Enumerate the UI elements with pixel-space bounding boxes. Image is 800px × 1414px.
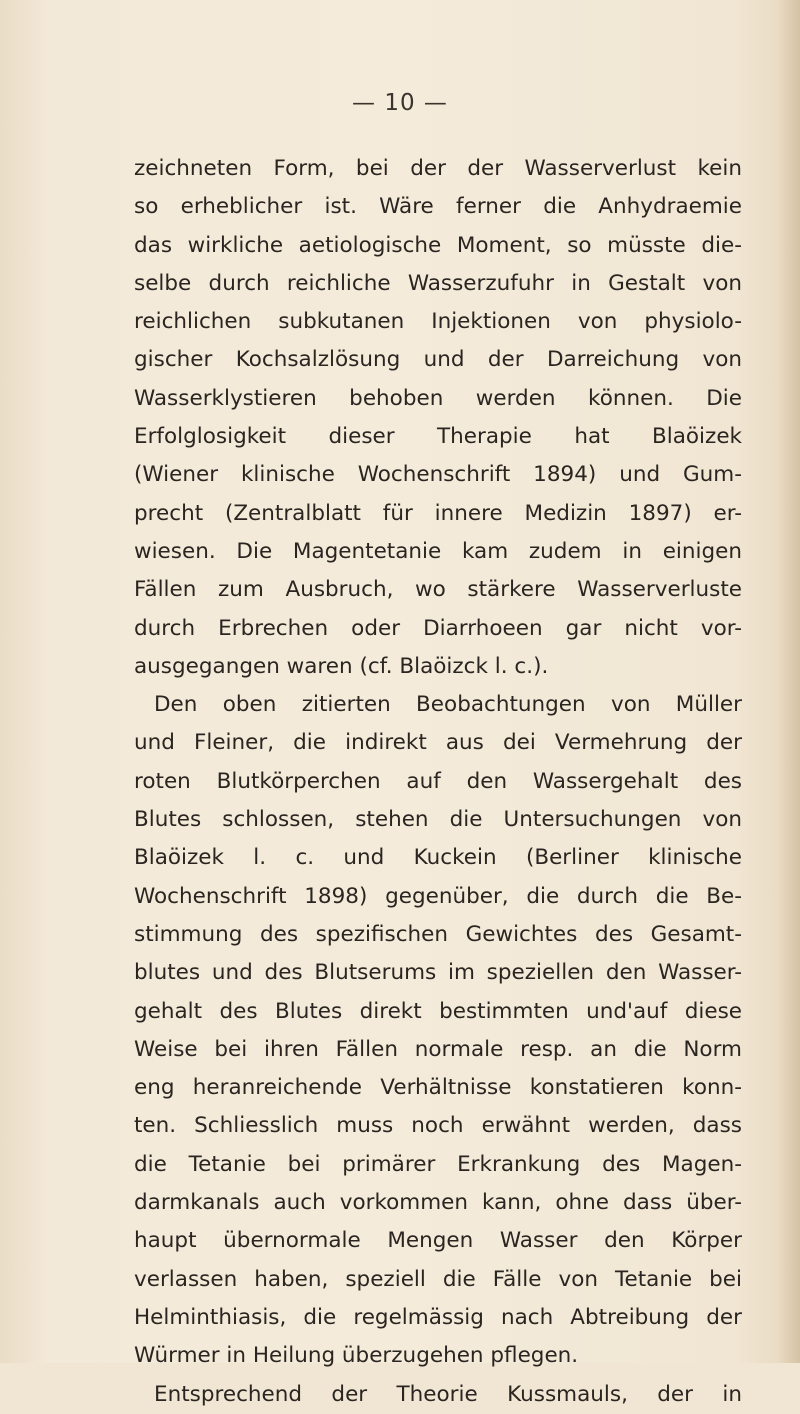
text-line: Erfolglosigkeit dieser Therapie hat Blaöizek: [134, 424, 742, 450]
text-line: zeichneten Form, bei der der Wasserverlust kein: [134, 156, 742, 181]
text-line: Entsprechend der Theorie Kussmauls, der in: [154, 1381, 742, 1407]
text-line: Weise bei ihren Fällen normale resp. an die Norm: [134, 1036, 742, 1062]
text-line: ausgegangen waren (cf. Blaöizck l. c.).: [134, 653, 549, 679]
text-line: und Fleiner, die indirekt aus dei Vermehrung der: [134, 730, 742, 756]
text-line: wiesen. Die Magentetanie kam zudem in einigen: [134, 538, 742, 564]
text-line: ten. Schliesslich muss noch erwähnt werden, dass: [134, 1113, 742, 1139]
text-line: Den oben zitierten Beobachtungen von Müller: [154, 692, 742, 718]
text-line: gischer Kochsalzlösung und der Darreichung von: [134, 347, 742, 373]
text-line: Fällen zum Ausbruch, wo stärkere Wasserverluste: [134, 577, 742, 603]
text-line: gehalt des Blutes direkt bestimmten und'auf diese: [134, 998, 742, 1024]
text-line: Würmer in Heilung überzugehen pflegen.: [134, 1343, 579, 1369]
text-line: verlassen haben, speziell die Fälle von Tetanie bei: [134, 1266, 742, 1292]
text-line: das wirkliche aetiologische Moment, so müsste die-: [134, 232, 742, 258]
text-line: precht (Zentralblatt für innere Medizin 1897) er-: [134, 500, 742, 526]
text-line: Wochenschrift 1898) gegenüber, die durch die Be-: [134, 883, 742, 909]
text-line: blutes und des Blutserums im speziellen den Wasser-: [134, 960, 742, 986]
text-line: Helminthiasis, die regelmässig nach Abtreibung der: [134, 1304, 742, 1330]
page-edge-shadow: [778, 0, 800, 1363]
body-text: [134, 150, 742, 1414]
text-line: haupt übernormale Mengen Wasser den Körper: [134, 1228, 742, 1254]
text-line: (Wiener klinische Wochenschrift 1894) und Gum-: [134, 462, 742, 488]
text-line: eng heranreichende Verhältnisse konstatieren konn-: [134, 1075, 742, 1101]
text-line: Wasserklystieren behoben werden können. Die: [134, 385, 742, 411]
text-line: darmkanals auch vorkommen kann, ohne dass über-: [134, 1190, 742, 1216]
text-line: stimmung des spezifischen Gewichtes des Gesamt-: [134, 921, 742, 947]
text-line: roten Blutkörperchen auf den Wassergehalt des: [134, 768, 742, 794]
text-line: selbe durch reichliche Wasserzufuhr in Gestalt von: [134, 270, 742, 296]
text-line: Blaöizek l. c. und Kuckein (Berliner klinische: [134, 845, 742, 871]
text-line: reichlichen subkutanen Injektionen von physiolo-: [134, 309, 742, 335]
page-number: — 10 —: [352, 90, 448, 116]
text-line: so erheblicher ist. Wäre ferner die Anhydraemie: [134, 194, 742, 220]
text-line: durch Erbrechen oder Diarrhoeen gar nicht vor-: [134, 615, 742, 641]
text-line: Blutes schlossen, stehen die Untersuchungen von: [134, 807, 742, 833]
text-line: die Tetanie bei primärer Erkrankung des Magen-: [134, 1151, 742, 1177]
